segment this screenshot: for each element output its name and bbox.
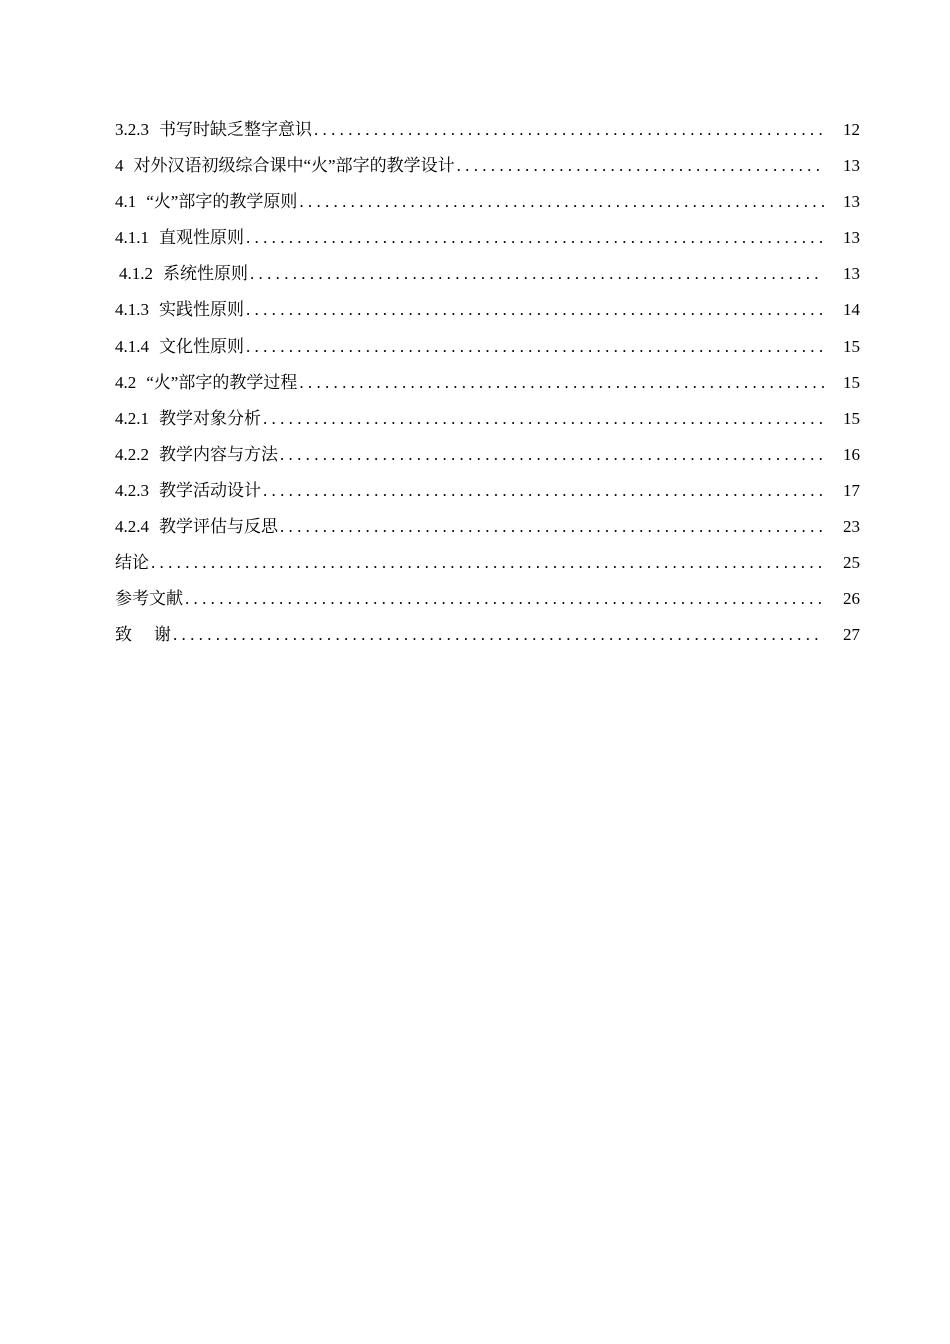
toc-entry-number: 4.2 [115,372,137,392]
toc-entry-title: 参考文献 [115,589,183,609]
toc-entry-title: 结论 [115,553,149,573]
toc-entry-page: 15 [843,372,860,392]
toc-dot-leader [314,116,824,144]
toc-entry-number: 4.2.3 [115,480,149,500]
toc-dot-leader [151,549,824,577]
toc-entry-title: “火”部字的教学原则 [146,192,298,212]
toc-entry-page: 13 [843,228,860,248]
toc-dot-leader [299,369,824,397]
toc-entry[interactable] [115,116,860,152]
toc-entry-number: 4 [115,156,124,176]
toc-entry-page: 13 [843,156,860,176]
toc-entry-page: 27 [843,625,860,645]
toc-dot-leader [263,405,824,433]
toc-dot-leader [280,513,824,541]
toc-entry-page: 15 [843,408,860,428]
toc-entry-number: 3.2.3 [115,120,149,139]
toc-entry-number: 4.1 [115,192,137,212]
toc-entry-title: 致谢 [115,625,193,645]
toc-dot-leader [246,224,824,252]
toc-entry-title: 教学对象分析 [159,408,261,428]
toc-entry-number: 4.2.2 [115,444,149,464]
toc-entry-references[interactable] [115,585,860,621]
toc-entry-page: 13 [843,264,860,284]
toc-entry-title: 系统性原则 [163,264,248,284]
toc-entry[interactable] [115,333,860,369]
toc-entry-title: 教学评估与反思 [159,517,278,537]
toc-entry-title: 对外汉语初级综合课中“火”部字的教学设计 [133,156,455,176]
toc-entry[interactable] [115,188,860,224]
toc-dot-leader [457,152,824,180]
toc-entry-number: 4.1.2 [119,264,153,284]
toc-entry-number: 4.2.4 [115,517,149,537]
toc-entry-page: 25 [843,553,860,573]
toc-entry-title: 教学活动设计 [159,480,261,500]
toc-entry-acknowledgements[interactable] [115,621,860,657]
toc-entry-title: 教学内容与方法 [159,444,278,464]
toc-entry-page: 13 [843,192,860,212]
toc-entry[interactable] [115,260,860,296]
toc-entry-conclusion[interactable] [115,549,860,585]
toc-entry-page: 23 [843,517,860,537]
toc-dot-leader [250,260,824,288]
toc-entry[interactable] [115,296,860,332]
toc-dot-leader [173,621,824,649]
toc-entry-page: 15 [843,336,860,356]
toc-dot-leader [246,333,824,361]
toc-entry-page: 17 [843,480,860,500]
toc-dot-leader [185,585,824,613]
toc-dot-leader [263,477,824,505]
toc-dot-leader [299,188,824,216]
toc-entry-page: 14 [843,300,860,320]
toc-entry-number: 4.1.1 [115,228,149,248]
toc-entry-page: 16 [843,444,860,464]
toc-entry-number: 4.2.1 [115,408,149,428]
toc-entry-title: “火”部字的教学过程 [146,372,298,392]
toc-entry-title: 文化性原则 [159,336,244,356]
toc-entry-title: 实践性原则 [159,300,244,320]
toc-entry[interactable] [115,152,860,188]
toc-entry[interactable] [115,369,860,405]
toc-entry-number: 4.1.3 [115,300,149,320]
toc-entry[interactable] [115,477,860,513]
toc-entry-number: 4.1.4 [115,336,149,356]
toc-entry[interactable] [115,441,860,477]
toc-entry-title: 书写时缺乏整字意识 [159,120,312,139]
table-of-contents [115,116,860,657]
toc-entry-page: 12 [843,120,860,139]
toc-entry-page: 26 [843,589,860,609]
toc-entry[interactable] [115,513,860,549]
toc-entry[interactable] [115,405,860,441]
toc-dot-leader [246,296,824,324]
toc-entry-title: 直观性原则 [159,228,244,248]
toc-dot-leader [280,441,824,469]
toc-entry[interactable] [115,224,860,260]
